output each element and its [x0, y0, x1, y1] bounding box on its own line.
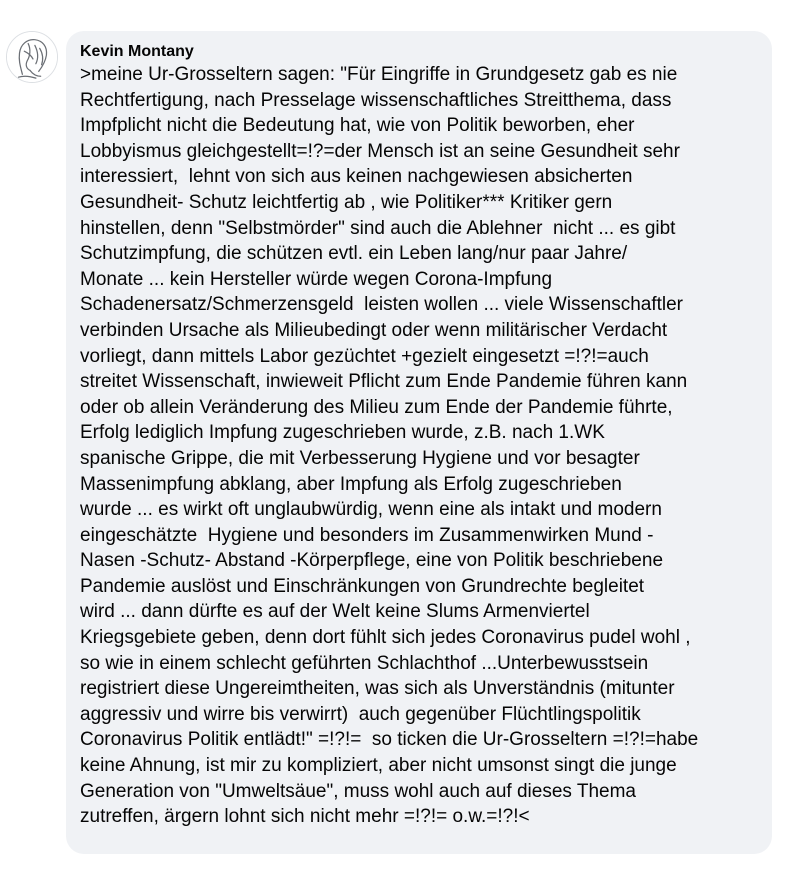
comment-line: Lobbyismus gleichgestellt=!?=der Mensch ist an seine Gesundheit sehr: [80, 140, 680, 162]
comment-line: Impfplicht nicht die Bedeutung hat, wie von Politik beworben, eher: [80, 115, 635, 137]
comment-line: zutreffen, ärgern lohnt sich nicht mehr =!?!= o.w.=!?!<: [80, 806, 530, 828]
comment-line: streitet Wissenschaft, inwieweit Pflicht zum Ende Pandemie führen kann: [80, 371, 688, 393]
comment-line: verbinden Ursache als Milieubedingt oder wenn militärischer Verdacht: [80, 319, 668, 341]
comment-line: Rechtfertigung, nach Presselage wissenschaftliches Streitthema, dass: [80, 89, 672, 111]
comment-line: interessiert, lehnt von sich aus keinen nachgewiesen absicherten: [80, 166, 633, 188]
comment-line: keine Ahnung, ist mir zu kompliziert, aber nicht umsonst singt die junge: [80, 755, 677, 777]
sketch-portrait-icon: [7, 32, 57, 82]
comment-line: vorliegt, dann mittels Labor gezüchtet +gezielt eingesetzt =!?!=auch: [80, 345, 649, 367]
comment-line: Pandemie auslöst und Einschränkungen von Grundrechte begleitet: [80, 575, 645, 597]
comment-line: oder ob allein Veränderung des Milieu zum Ende der Pandemie führte,: [80, 396, 673, 418]
comment-line: spanische Grippe, die mit Verbesserung Hygiene und vor besagter: [80, 447, 640, 469]
comment-line: wurde ... es wirkt oft unglaubwürdig, wenn eine als intakt und modern: [80, 499, 662, 521]
comment-line: Coronavirus Politik entlädt!" =!?!= so ticken die Ur-Grosseltern =!?!=habe: [80, 729, 699, 751]
comment-line: so wie in einem schlecht geführten Schlachthof ...Unterbewusstsein: [80, 652, 649, 674]
comment-line: Kriegsgebiete geben, denn dort fühlt sich jedes Coronavirus pudel wohl ,: [80, 627, 691, 649]
comment-line: Schutzimpfung, die schützen evtl. ein Leben lang/nur paar Jahre/: [80, 243, 628, 265]
comment-line: Erfolg lediglich Impfung zugeschrieben wurde, z.B. nach 1.WK: [80, 422, 605, 444]
comment-text: [80, 62, 760, 830]
comment-line: aggressiv und wirre bis verwirrt) auch gegenüber Flüchtlingspolitik: [80, 703, 641, 725]
comment-line: Gesundheit- Schutz leichtfertig ab , wie Politiker*** Kritiker gern: [80, 191, 613, 213]
comment-line: wird ... dann dürfte es auf der Welt keine Slums Armenviertel: [80, 601, 590, 623]
comment-bubble: [66, 31, 772, 854]
comment-line: Massenimpfung abklang, aber Impfung als Erfolg zugeschrieben: [80, 473, 622, 495]
comment-line: >meine Ur-Grosseltern sagen: "Für Eingriffe in Grundgesetz gab es nie: [80, 64, 678, 85]
author-avatar[interactable]: [6, 31, 58, 83]
comment-line: Nasen -Schutz- Abstand -Körperpflege, eine von Politik beschriebene: [80, 550, 664, 572]
comment-line: Monate ... kein Hersteller würde wegen Corona-Impfung: [80, 268, 553, 290]
comment-line: eingeschätzte Hygiene und besonders im Zusammenwirken Mund -: [80, 524, 654, 546]
comment-line: registriert diese Ungereimtheiten, was sich als Unverständnis (mitunter: [80, 678, 675, 700]
comment-author-name[interactable]: Kevin Montany: [80, 43, 194, 60]
comment-line: hinstellen, denn "Selbstmörder" sind auch die Ablehner nicht ... es gibt: [80, 217, 676, 239]
comment-line: Generation von "Umweltsäue", muss wohl auch auf dieses Thema: [80, 780, 636, 802]
comment-line: Schadenersatz/Schmerzensgeld leisten wollen ... viele Wissenschaftler: [80, 294, 684, 316]
